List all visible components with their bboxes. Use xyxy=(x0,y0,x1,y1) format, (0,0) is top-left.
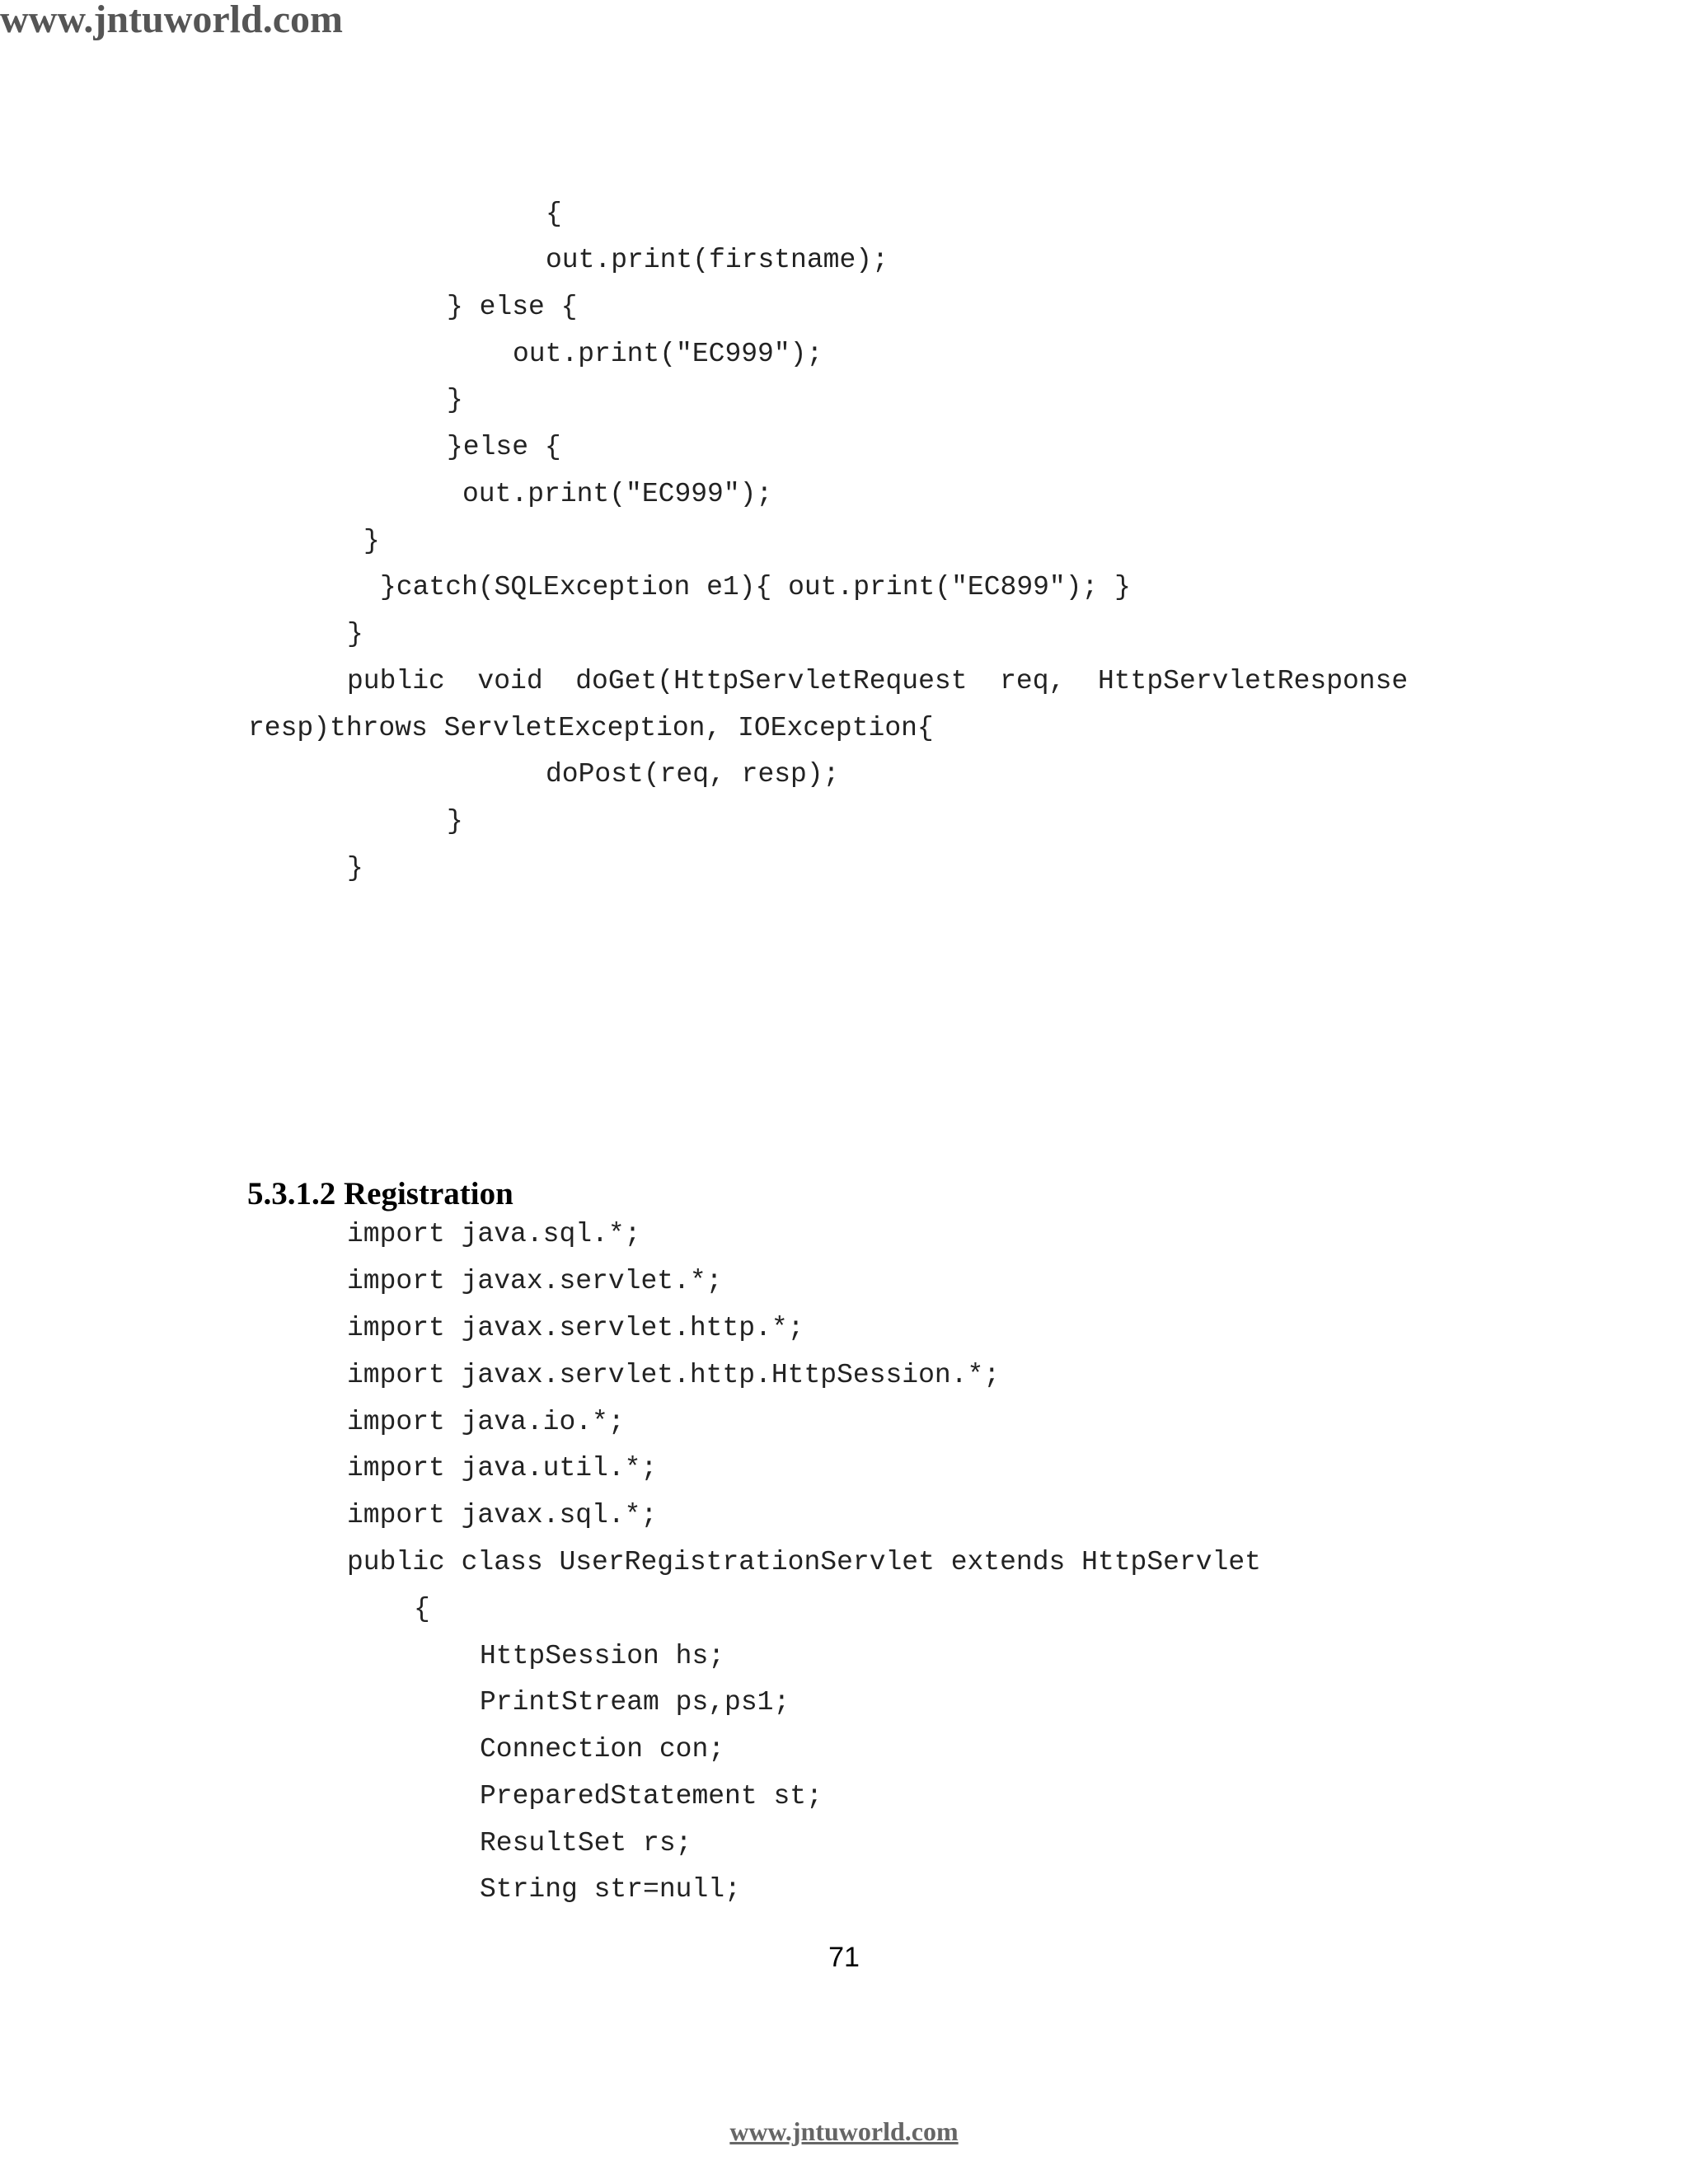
page-number: 71 xyxy=(828,1942,860,1973)
code-line: ResultSet rs; xyxy=(480,1828,692,1858)
code-line: import javax.sql.*; xyxy=(347,1500,658,1530)
code-line: }else { xyxy=(447,432,561,462)
code-line: } xyxy=(447,385,463,415)
code-line: { xyxy=(414,1594,430,1624)
code-line: PrintStream ps,ps1; xyxy=(480,1687,790,1718)
code-line: { xyxy=(546,199,562,229)
section-heading: 5.3.1.2 Registration xyxy=(247,1176,513,1212)
code-line: import java.sql.*; xyxy=(347,1219,641,1249)
code-line: } xyxy=(363,526,380,556)
code-line: resp)throws ServletException, IOException{ xyxy=(248,713,934,743)
code-line: public class UserRegistrationServlet extends HttpServlet xyxy=(347,1547,1261,1577)
code-line: out.print("EC999"); xyxy=(462,479,773,509)
code-line: } xyxy=(447,806,463,837)
code-line: out.print("EC999"); xyxy=(513,339,823,369)
code-line: } else { xyxy=(447,292,578,322)
header-watermark: www.jntuworld.com xyxy=(0,0,343,41)
code-line: doPost(req, resp); xyxy=(546,759,840,790)
code-line: } xyxy=(347,619,363,649)
code-line: import java.io.*; xyxy=(347,1407,625,1437)
code-line: PreparedStatement st; xyxy=(480,1781,823,1811)
code-line: }catch(SQLException e1){ out.print("EC899"); } xyxy=(380,572,1131,602)
code-line: import javax.servlet.http.HttpSession.*; xyxy=(347,1360,1001,1390)
code-line: String str=null; xyxy=(480,1874,741,1905)
code-line: import javax.servlet.http.*; xyxy=(347,1313,804,1343)
code-line: } xyxy=(347,853,363,883)
footer-watermark-link[interactable]: www.jntuworld.com xyxy=(729,2116,959,2146)
footer-watermark xyxy=(0,2115,1688,2148)
code-line: Connection con; xyxy=(480,1734,725,1765)
code-line: import javax.servlet.*; xyxy=(347,1266,723,1296)
code-line: public void doGet(HttpServletRequest req, HttpServletResponse xyxy=(347,666,1409,696)
code-line: HttpSession hs; xyxy=(480,1641,725,1671)
code-line: out.print(firstname); xyxy=(546,245,889,275)
code-line: import java.util.*; xyxy=(347,1453,658,1483)
